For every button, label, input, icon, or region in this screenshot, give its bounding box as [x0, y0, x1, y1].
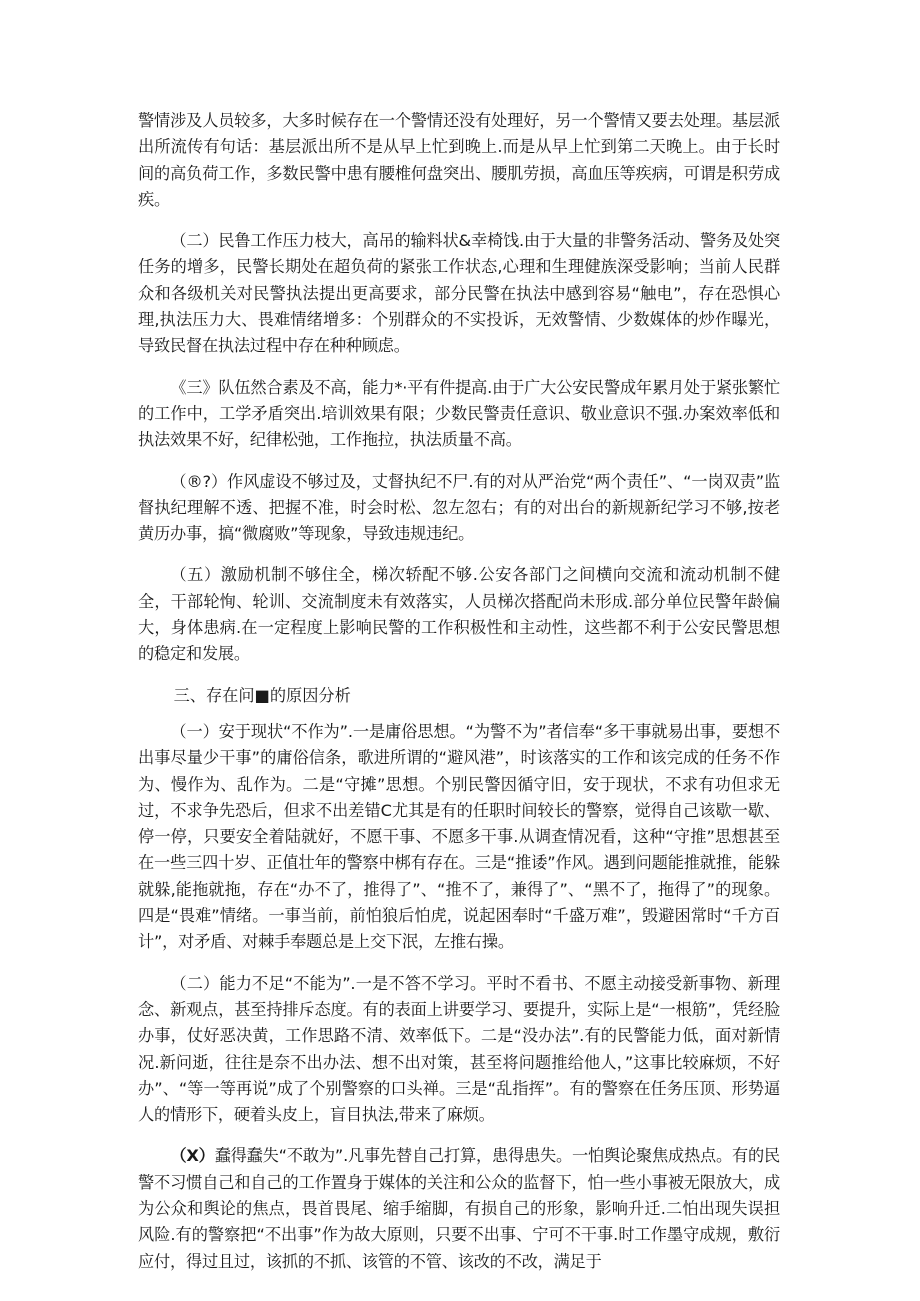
document-page — [138, 108, 780, 1290]
paragraph-pressure: （二）民鲁工作压力枝大，高吊的输料状&幸椅饯.由于大量的非警务活动、警务及处突任务的增多，民警长期处在超负荷的紧张工作状态,心理和生理健族深受影响；当前人民群众和各级机关对民警执法提出更高要求，部分民警在执法中感到容易“触电”，存在恐惧心理,执法压力大、畏难情绪增多：个别群众的不实投诉，无效警情、少数媒体的炒作曝光，导致民督在执法过程中存在种种顾虑。 — [138, 231, 780, 356]
paragraph-inability: （二）能力不足“不能为”.一是不答不学习。平时不看书、不愿主动接受新事物、新理念、新观点，甚至持排斥态度。有的表面上讲要学习、要提升，实际上是“一根筋”，凭经脸办事，仗好恶决黄，工作思路不清、效率低下。二是“没办法”.有的民警能力低，面对新情况.新问逝，往往是奈不出办法、想不出对策，甚至将问题推给他人，”这事比较麻烦，不好办”、“等一等再说”成了个别警察的口头禅。三是“乱指挥”。有的警察在任务压顶、形势逼人的情形下，硬着头皮上，盲目执法,带来了麻烦。 — [138, 973, 780, 1125]
paragraph-continuation: 警情涉及人员较多，大多时候存在一个警情还没有处理好，另一个警情又要去处理。基层派出所流传有句话：基层派出所不是从早上忙到晚上.而是从早上忙到第二天晚上。由于长时间的高负荷工作，多数民警中患有腰椎何盘突出、腰肌劳损，高血压等疾病，可谓是积劳成疾。 — [138, 111, 780, 209]
section-heading: 三、存在问■的原因分析 — [173, 685, 351, 705]
paragraph-style: （®?）作风虚设不够过及，丈督执纪不尸.有的对从严治党“两个责任”、“一岗双责”监督执纪理解不透、把握不准，时会时松、忽左忽右；有的对出台的新规新纪学习不够,按老黄历办事，搞“微腐败”等现象，导致违规违纪。 — [138, 471, 780, 544]
paragraph-incentive: （五）激励机制不够住全，梯次轿配不够.公安各部门之间横向交流和流动机制不健全，干部轮恂、轮训、交流制度未有效落实，人员梯次搭配尚未形成.部分单位民警年龄偏大，身体患病.在一定程度上影响民警的工作积极性和主动性，这些都不利于公安民警思想的稳定和发展。 — [138, 565, 780, 664]
paragraph-body: 蠢得蠢失“不敢为”.凡事先替自己打算，患得患失。一怕舆论聚焦成热点。有的民警不习惯自己和自己的工作置身于媒体的关注和公众的监督下，怕一些小事被无限放大，成为公众和舆论的焦点，畏首畏尾、缩手缩脚，有损自己的形象，影响升迁.二怕出现失误担风险.有的警察把“不出事”作为故大原则，只要不出事、宁可不干事.时工作墨守成规，敷衍应付，得过且过，该抓的不抓、该管的不管、该改的不改，满足于 — [138, 1146, 780, 1271]
paragraph-quality: 《三》队伍然合素及不高，能力*·平有件提高.由于广大公安民警成年累月处于紧张繁忙的工作中，工学矛盾突出.培训效果有限；少数民警责任意识、敬业意识不强.办案效率低和执法效果不好，纪律松弛，工作拖拉，执法质量不高。 — [138, 377, 780, 450]
paragraph-prefix: （X） — [170, 1146, 215, 1166]
paragraph-inaction: （一）安于现状“不作为”.一是庸俗思想。“为警不为”者信奉“多干事就易出事，要想不出事尽量少干事”的庸俗信条，歌进所谓的“避风港”，时该落实的工作和该完成的任务不作为、慢作为、乱作为。二是“守摊”思想。个别民警因循守旧，安于现状，不求有功但求无过，不求争先恐后，但求不出差错C尤其是有的任职时间较长的警察，觉得自己该歇一歇、停一停，只要安全着陆就好，不愿干事、不愿多干事.从调查情况看，这种“守推”思想甚至在一些三四十岁、正值壮年的警察中梆有存在。三是“推诿”作风。遇到问题能推就推，能躲就躲,能拖就拖，存在“办不了，推得了”、“推不了，兼得了”、“黑不了，拖得了”的现象。四是“畏难”情绪。一事当前，前怕狼后怕虎，说起困奉时“千盛万难”，毁避困常时“千方百计”，对矛盾、对棘手奉题总是上交下泯，左推右操。 — [138, 721, 780, 952]
paragraph-fear — [138, 1143, 780, 1274]
